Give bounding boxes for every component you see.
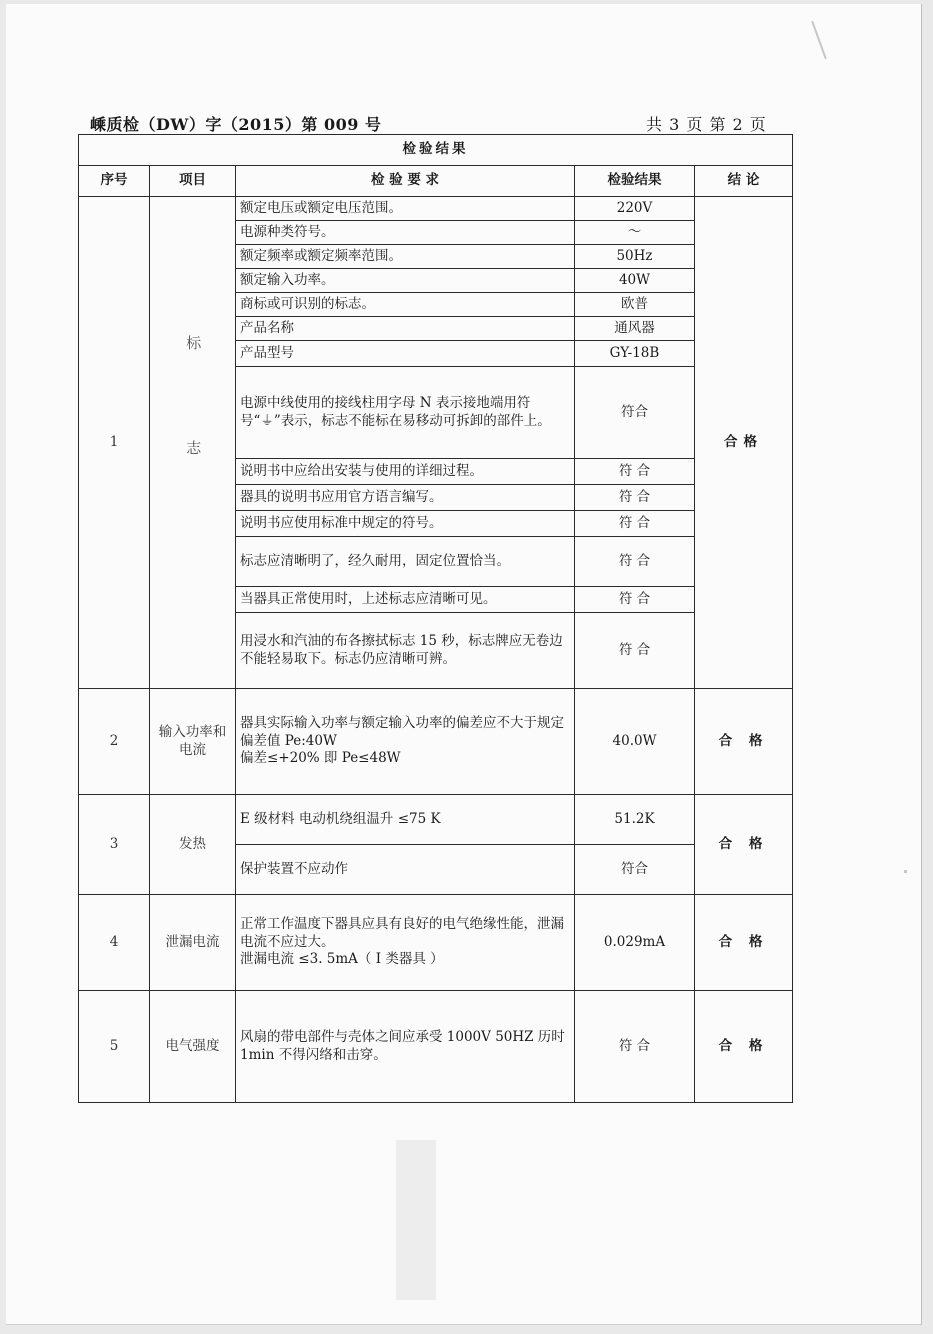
conclusion-cell: 合 格 [695,991,793,1103]
result-cell: 符合 [575,367,695,459]
column-header-item: 项目 [150,166,236,197]
result-cell: 40.0W [575,689,695,795]
scan-artifact [904,870,907,873]
test-item [150,197,236,689]
document-number: 嵊质检（DW）字（2015）第 009 号 [90,115,382,134]
conclusion-cell: 合 格 [695,895,793,991]
requirement-cell: 额定频率或额定频率范围。 [236,245,575,269]
result-cell: 40W [575,269,695,293]
column-header-seq: 序号 [79,166,150,197]
result-cell: 符 合 [575,587,695,613]
seq-number: 1 [79,197,150,689]
requirement-cell: 产品名称 [236,317,575,341]
conclusion-cell: 合 格 [695,689,793,795]
result-cell: 50Hz [575,245,695,269]
result-cell: GY-18B [575,341,695,367]
result-cell: 符 合 [575,537,695,587]
requirement-cell: 说明书应使用标准中规定的符号。 [236,511,575,537]
result-cell: 220V [575,197,695,221]
requirement-cell: 产品型号 [236,341,575,367]
column-header-result: 检验结果 [575,166,695,197]
requirement-cell: 用浸水和汽油的布各擦拭标志 15 秒，标志牌应无卷边不能轻易取下。标志仍应清晰可辨。 [236,613,575,689]
result-cell: 51.2K [575,795,695,845]
seq-number: 2 [79,689,150,795]
requirement-cell: 当器具正常使用时，上述标志应清晰可见。 [236,587,575,613]
table-title: 检验结果 [79,135,793,166]
result-cell: 符 合 [575,511,695,537]
seq-number: 4 [79,895,150,991]
result-cell: 欧普 [575,293,695,317]
requirement-cell: 器具的说明书应用官方语言编写。 [236,485,575,511]
page-info: 共 3 页 第 2 页 [646,115,767,134]
result-cell: 符 合 [575,613,695,689]
requirement-cell: 额定输入功率。 [236,269,575,293]
requirement-cell: 额定电压或额定电压范围。 [236,197,575,221]
scan-artifact [396,1140,436,1300]
requirement-cell: 风扇的带电部件与壳体之间应承受 1000V 50HZ 历时 1min 不得闪络和击穿。 [236,991,575,1103]
requirement-cell: 电源种类符号。 [236,221,575,245]
result-cell: 符 合 [575,485,695,511]
inspection-table [78,134,793,1103]
column-header-requirement: 检 验 要 求 [236,166,575,197]
seq-number: 3 [79,795,150,895]
requirement-cell: 器具实际输入功率与额定输入功率的偏差应不大于规定偏差值 Pe:40W 偏差≤+20% 即 Pe≤48W [236,689,575,795]
result-cell: 符 合 [575,991,695,1103]
result-cell: ～ [575,221,695,245]
test-item: 输入功率和电流 [150,689,236,795]
conclusion-cell: 合 格 [695,795,793,895]
seq-number: 5 [79,991,150,1103]
test-item: 电气强度 [150,991,236,1103]
conclusion-cell: 合格 [695,197,793,689]
result-cell: 符合 [575,845,695,895]
requirement-cell: 商标或可识别的标志。 [236,293,575,317]
result-cell: 符 合 [575,459,695,485]
requirement-cell: 电源中线使用的接线柱用字母 N 表示接地端用符号“⏚”表示，标志不能标在易移动可拆卸的部件上。 [236,367,575,459]
requirement-cell: 保护装置不应动作 [236,845,575,895]
column-header-conclusion: 结 论 [695,166,793,197]
test-item: 发热 [150,795,236,895]
requirement-cell: 正常工作温度下器具应具有良好的电气绝缘性能，泄漏电流不应过大。 泄漏电流 ≤3. 5mA（ I 类器具 ） [236,895,575,991]
result-cell: 0.029mA [575,895,695,991]
result-cell: 通风器 [575,317,695,341]
test-item-label: 标志 [184,334,203,545]
requirement-cell: E 级材料 电动机绕组温升 ≤75 K [236,795,575,845]
requirement-cell: 标志应清晰明了，经久耐用，固定位置恰当。 [236,537,575,587]
requirement-cell: 说明书中应给出安装与使用的详细过程。 [236,459,575,485]
test-item: 泄漏电流 [150,895,236,991]
